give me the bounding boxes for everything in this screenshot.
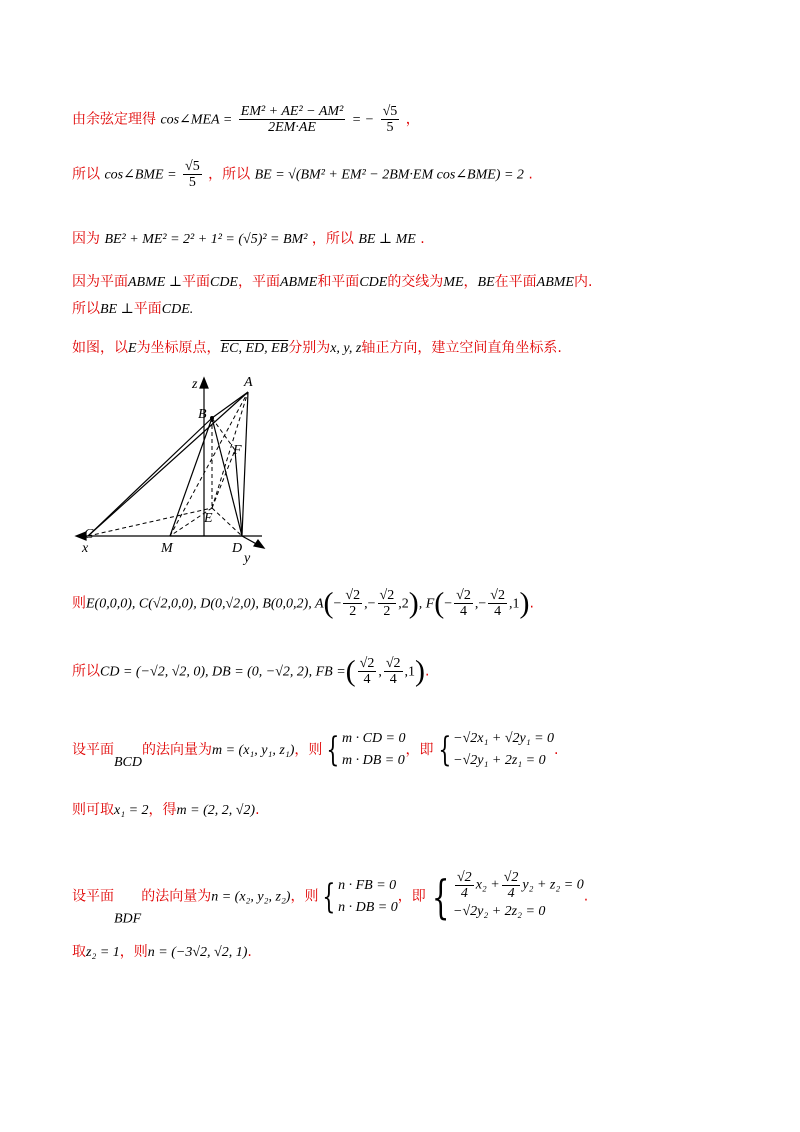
math: ,2 [398, 596, 409, 612]
math: CDE. [161, 302, 194, 317]
text: 所以 [72, 166, 100, 183]
text: 由余弦定理得 [72, 111, 156, 128]
math: x₁ = 2 [114, 803, 149, 818]
text: 如图，以 [72, 340, 128, 356]
geometry-figure [70, 370, 280, 565]
numerator: √2 [490, 588, 505, 603]
fraction [384, 656, 403, 687]
edge-cb [88, 418, 212, 536]
label-z: z [192, 377, 198, 392]
text: . [554, 742, 559, 758]
line-be-perp-me [72, 229, 425, 250]
numerator: EM² + AE² − AM² [240, 104, 344, 119]
brace: { [431, 869, 450, 924]
fraction [455, 870, 474, 901]
text: ，得 [148, 802, 177, 818]
label-y: y [244, 551, 251, 565]
text: 取 [72, 944, 86, 960]
math: n = (x₂, y₂, z₂) [211, 889, 291, 905]
label-f: F [233, 443, 242, 458]
math: − [444, 596, 453, 612]
label-b: B [198, 407, 207, 422]
edge-ef [212, 450, 235, 508]
text: 因为平面 [72, 274, 128, 290]
system-row: n · FB = 0 [338, 877, 397, 893]
text: ，即 [397, 888, 426, 905]
system-row: −√2x₁ + √2y₁ = 0 [453, 731, 555, 746]
brace: { [437, 730, 451, 770]
edge-ce [88, 508, 212, 536]
text: 分别为 [288, 340, 331, 356]
text: . [583, 888, 589, 905]
math: ,1 [404, 664, 416, 680]
math: m = (x₁, y₁, z₁) [212, 743, 295, 758]
numerator: √2 [457, 870, 472, 885]
fraction [239, 104, 346, 135]
text: . [528, 166, 533, 183]
system [453, 728, 554, 772]
line-be-perp-cde [72, 299, 193, 320]
numerator: √2 [345, 588, 361, 603]
text: 则 [72, 595, 86, 612]
edge-ad [242, 392, 248, 536]
fraction [358, 656, 377, 687]
text: 设平面 [72, 742, 114, 758]
paren: ( [323, 586, 334, 620]
fraction [343, 588, 362, 619]
paren: ) [408, 586, 419, 620]
denominator: 4 [494, 604, 502, 619]
system [453, 870, 584, 923]
math: x, y, z [330, 341, 362, 356]
label-d: D [232, 541, 243, 556]
text: . [529, 595, 534, 612]
line-m-vector [72, 800, 260, 821]
line-n-vector [72, 942, 252, 963]
math: CD = (−√2, √2, 0), DB = (0, −√2, 2), FB = [100, 664, 346, 680]
label-c: C [84, 527, 94, 542]
math: ABME [536, 275, 574, 290]
math: BE² + ME² = 2² + 1² = (√5)² = BM² [104, 232, 308, 247]
text: ，所以 [208, 166, 251, 183]
text: 的交线为 [387, 274, 444, 290]
line-cosine-law [72, 104, 420, 135]
text: 内. [573, 274, 593, 290]
math: cos∠BME = [104, 167, 177, 183]
text: ，平面 [237, 274, 280, 290]
line-normal-bdf [72, 870, 588, 930]
math: E [128, 341, 137, 356]
math: ,− [364, 596, 376, 612]
math: = − [351, 112, 375, 128]
denominator: 4 [460, 886, 468, 901]
math: − [333, 596, 342, 612]
line-cos-bme [72, 159, 533, 190]
text: 平面 [133, 301, 162, 317]
math: BE ⊥ ME [358, 232, 416, 247]
text: 平面 [181, 274, 210, 290]
line-coordinate-system [72, 338, 562, 359]
denominator: 5 [188, 175, 196, 190]
text: ， [405, 111, 420, 128]
text: 所以 [72, 663, 100, 680]
edge-ba [212, 392, 248, 418]
text: 设平面 [72, 888, 114, 905]
denominator: 2 [349, 604, 357, 619]
text: ，即 [405, 742, 434, 758]
line-coordinates [72, 588, 534, 619]
text: 的法向量为 [142, 742, 212, 758]
math: CDE [209, 275, 238, 290]
numerator: √2 [385, 656, 401, 671]
z-arrow [200, 378, 208, 388]
text: 在平面 [494, 274, 537, 290]
math: BE ⊥ [100, 302, 134, 317]
math: BE [477, 275, 495, 290]
math: m = (2, 2, √2) [176, 803, 256, 818]
numerator: √5 [185, 159, 200, 174]
label-a: A [244, 375, 253, 390]
text: 为坐标原点， [136, 340, 221, 356]
text: 的法向量为 [141, 888, 212, 905]
fraction [454, 588, 473, 619]
math: , [378, 664, 382, 680]
text: 和平面 [317, 274, 360, 290]
paren: ) [415, 654, 426, 688]
denominator: 4 [363, 672, 371, 687]
denominator: 4 [389, 672, 397, 687]
system-row: m · CD = 0 [342, 731, 406, 746]
label-x: x [82, 541, 89, 556]
edge-ed [212, 508, 242, 536]
math: ME [443, 275, 464, 290]
paren: ) [519, 586, 530, 620]
system-row: m · DB = 0 [342, 753, 405, 768]
text: . [247, 944, 252, 960]
math: ABME ⊥ [128, 275, 182, 290]
fraction [502, 870, 521, 901]
denominator: 2 [383, 604, 391, 619]
text: 所以 [72, 301, 100, 317]
numerator: √2 [379, 588, 395, 603]
text: ，则 [119, 944, 148, 960]
denominator: 5 [386, 120, 394, 135]
system [338, 875, 398, 919]
numerator: √2 [359, 656, 375, 671]
line-normal-bcd [72, 728, 558, 773]
text: 因为 [72, 231, 100, 247]
fraction [183, 159, 202, 190]
math: CDE [359, 275, 388, 290]
math: n = (−3√2, √2, 1) [147, 945, 248, 960]
math: BCD [114, 755, 142, 770]
math: BDF [114, 911, 142, 927]
math: EC, ED, EB [220, 341, 289, 356]
text: 轴正方向，建立空间直角坐标系. [361, 340, 562, 356]
numerator: √5 [382, 104, 398, 119]
fraction [378, 588, 397, 619]
label-m: M [161, 541, 173, 556]
math: ,− [474, 596, 487, 612]
denominator: 4 [460, 604, 468, 619]
paren: ( [434, 586, 445, 620]
paren: ( [345, 654, 356, 688]
label-e: E [204, 511, 213, 526]
math: x₂ + [475, 877, 500, 893]
system [342, 728, 406, 772]
math: E(0,0,0), C(√2,0,0), D(0,√2,0), B(0,0,2), A [86, 596, 324, 612]
line-vectors [72, 656, 429, 687]
brace: { [326, 730, 340, 770]
text: ，则 [294, 742, 323, 758]
text: ，所以 [311, 231, 354, 247]
system-row [453, 870, 584, 901]
point-b [210, 416, 214, 420]
text: 则可取 [72, 802, 114, 818]
system-row: n · DB = 0 [338, 899, 398, 915]
numerator: √2 [503, 870, 519, 885]
math: z₂ = 1 [86, 945, 120, 960]
line-planes [72, 272, 592, 293]
math: BE = √(BM² + EM² − 2BM·EM cos∠BME) = 2 [254, 167, 524, 183]
math: ABME [279, 275, 318, 290]
text: ，则 [290, 888, 319, 905]
denominator: 2EM·AE [268, 120, 316, 135]
system-row: −√2y₁ + 2z₁ = 0 [453, 753, 546, 768]
numerator: √2 [456, 588, 471, 603]
math: ,1 [508, 596, 520, 612]
fraction [488, 588, 507, 619]
math: , F [418, 596, 435, 612]
math: cos∠MEA = [160, 112, 233, 128]
text: ， [463, 274, 478, 290]
text: . [425, 663, 430, 680]
denominator: 4 [507, 886, 515, 901]
text: . [420, 231, 425, 247]
fraction [381, 104, 400, 135]
text: . [255, 802, 260, 818]
brace: { [322, 876, 336, 917]
math: y₂ + z₂ = 0 [522, 877, 584, 893]
system-row: −√2y₂ + 2z₂ = 0 [453, 904, 546, 919]
